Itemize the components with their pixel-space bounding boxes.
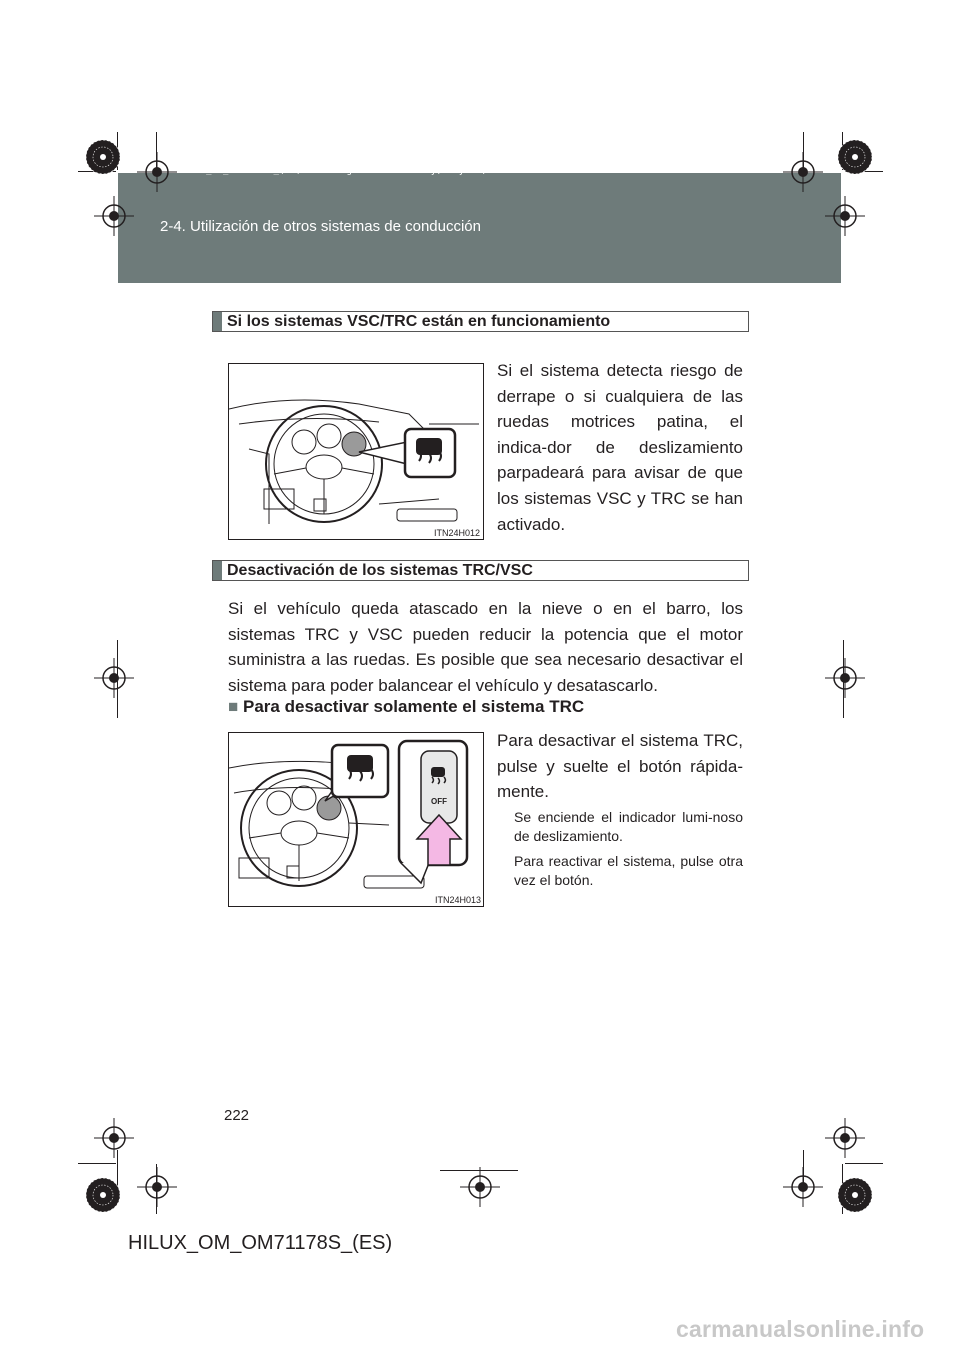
dashboard-illustration	[229, 364, 484, 540]
subheading-text: Para desactivar solamente el sistema TRC	[243, 697, 585, 716]
dashboard-button-illustration	[229, 733, 484, 907]
document-id: HILUX_OM_OM71178S_(ES)	[128, 1232, 393, 1254]
file-meta: HILUX_OM_OM71178S_(ES).book Page 222 Wednesday, May 16, 2012 3:09 PM	[178, 166, 561, 176]
section-title-text: Desactivación de los sistemas TRC/VSC	[227, 562, 533, 579]
figure-code: ITN24H013	[435, 895, 482, 905]
section-breadcrumb: 2-4. Utilización de otros sistemas de conducción	[160, 218, 481, 235]
figure-trc-off-button	[228, 732, 484, 907]
off-label: OFF	[431, 797, 447, 806]
section-title-vsc-trc-active	[212, 311, 749, 332]
watermark: carmanualsonline.info	[676, 1316, 925, 1342]
vsc-trc-active-paragraph: Si el sistema detecta riesgo de derrape o si cualquiera de las ruedas motrices patina, el indica-dor de deslizamiento parpadeará para avisar de que los sistemas VSC y TRC se han activado.	[497, 361, 743, 534]
trc-off-instruction: Para desactivar el sistema TRC, pulse y suelte el botón rápida-mente.	[497, 731, 743, 802]
section-title-text: Si los sistemas VSC/TRC están en funcionamiento	[227, 313, 611, 330]
trc-off-note-reactivate: Para reactivar el sistema, pulse otra vez el botón.	[514, 853, 743, 888]
trc-off-button-icon	[421, 751, 457, 823]
figure-dashboard-slip-indicator	[228, 363, 484, 540]
square-bullet-icon: ■	[228, 697, 239, 716]
figure-code: ITN24H012	[434, 528, 481, 538]
page-number: 222	[224, 1107, 250, 1124]
deactivation-intro: Si el vehículo queda atascado en la nieve o en el barro, los sistemas TRC y VSC pueden reducir la potencia que el motor suministra a las ruedas. Es posible que sea necesario desactivar el sistema para poder balancear el vehículo y desatascarlo.	[228, 599, 743, 695]
trc-off-note-indicator: Se enciende el indicador lumi-noso de deslizamiento.	[514, 809, 743, 844]
subheading	[228, 697, 584, 717]
section-title-deactivation	[212, 560, 749, 581]
